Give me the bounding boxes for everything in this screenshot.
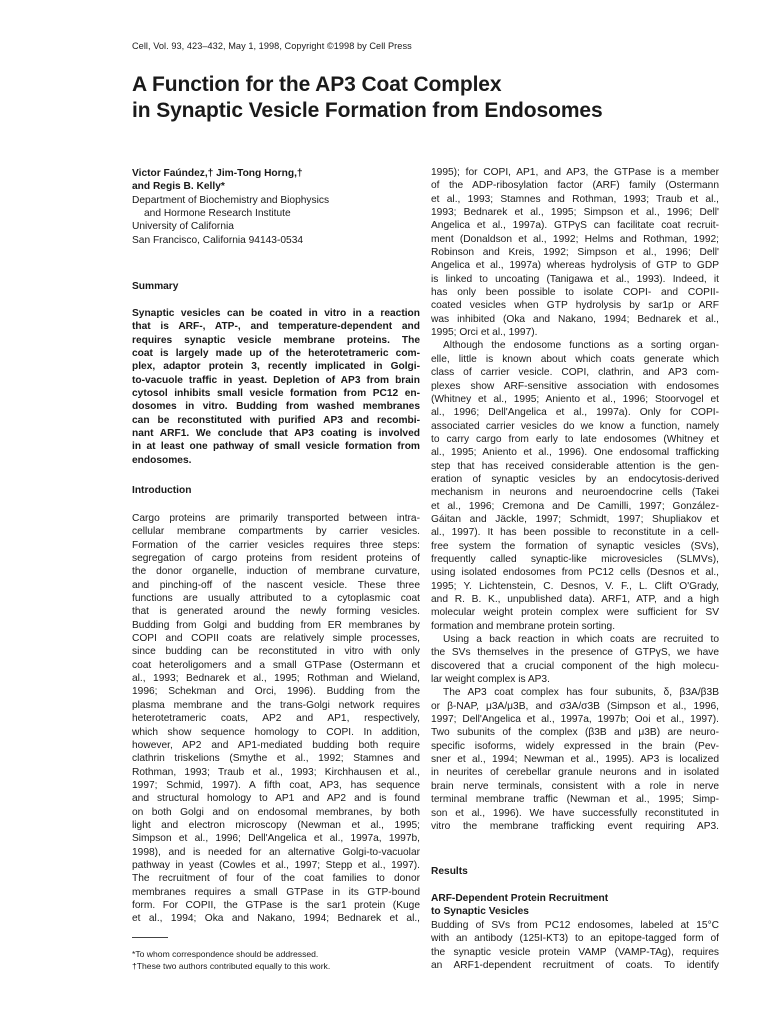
body-line: Two subunits of the complex (β3B and μ3B) are neuro- — [431, 727, 719, 739]
body-line: terminal membrane traffic (Newman et al., 1995; Simp- — [431, 794, 719, 806]
affiliation-line: San Francisco, California 94143-0534 — [132, 234, 304, 246]
intro-line: the donor organelle, induction of membrane curvature, — [132, 566, 420, 578]
summary-line: can be reconstituted with purified AP3 and recombi- — [132, 414, 420, 426]
intro-line: Simpson et al., 1996; Dell'Angelica et al., 1997a, 1997b, — [132, 833, 420, 845]
article-title — [132, 72, 652, 123]
introduction-text — [132, 512, 420, 926]
footnote-correspondence: *To whom correspondence should be addressed. — [132, 949, 319, 959]
body-line: formation and membrane protein sorting. — [431, 620, 616, 632]
body-line: associated carrier vesicles do we know a function, namely — [431, 420, 719, 432]
results-text — [431, 919, 719, 972]
intro-line: al., 1993; Bednarek et al., 1995; Rothman and Wieland, — [132, 673, 420, 685]
body-line: has only been possible to isolate COPI- and COPII- — [431, 287, 719, 299]
body-line: was inhibited (Oka and Nakano, 1994; Bednarek et al., — [431, 313, 719, 325]
body-line: 1995; Y. Lichtenstein, C. Desnos, V. F., L. Clift O'Grady, — [431, 580, 719, 592]
summary-line: endosomes. — [132, 454, 192, 466]
body-line: class of carrier vesicle. COPI, clathrin, and AP3 com- — [431, 367, 719, 379]
body-line: Gáitan and Jäckle, 1997; Schmidt, 1997; Shupliakov et — [431, 513, 719, 525]
body-line: specific isoforms, widely expressed in the brain (Pev- — [431, 740, 719, 752]
intro-line: however, AP2 and AP1-mediated budding both require — [132, 739, 420, 751]
body-line: Although the endosome functions as a sorting organ- — [443, 340, 719, 352]
summary-line: Synaptic vesicles can be coated in vitro in a reaction — [132, 308, 420, 319]
subsection-heading — [431, 892, 719, 919]
intro-line: Cargo proteins are primarily transported between intra- — [132, 513, 420, 524]
body-line: is linked to uncoating (Tanigawa et al., 1993). Indeed, it — [431, 273, 719, 285]
body-line: brain nerve terminals, consistent with a role in nerve — [431, 780, 719, 792]
body-line: sner et al., 1994; Newman et al., 1995). AP3 is localized — [431, 754, 719, 766]
intro-line: Budding from Golgi and budding from ER membranes by — [132, 619, 420, 631]
summary-line: coat is largely made up of the heterotetrameric com- — [132, 348, 420, 360]
author-names: and Regis B. Kelly* — [132, 181, 225, 193]
body-line: Robinson and Kreis, 1992; Simpson et al., 1996; Dell' — [431, 247, 719, 259]
intro-line: and pinching-off of the nascent vesicle. These three — [132, 579, 420, 591]
body-line: al., 1995; Aniento et al., 1996). One endosomal trafficking — [431, 447, 719, 459]
summary-line: to-vacuole traffic in yeast. Depletion of AP3 from brain — [132, 374, 420, 386]
body-line: 1995; Orci et al., 1997). — [431, 327, 538, 339]
intro-line: plasma membrane and the trans-Golgi network requires — [132, 699, 420, 711]
subsection-title-line: to Synaptic Vesicles — [431, 906, 529, 918]
author-block — [132, 167, 329, 247]
intro-line: Formation of the carrier vesicles requires three steps: — [132, 539, 420, 551]
intro-line: 1996; Schekman and Orci, 1996). Budding from the — [132, 686, 420, 698]
intro-line: segregation of cargo proteins from resident proteins of — [132, 553, 420, 565]
body-line: Angelica et al., 1997a). GTPγS can facilitate coat recruit- — [431, 220, 719, 232]
title-line: in Synaptic Vesicle Formation from Endosomes — [132, 98, 603, 122]
affiliation-line: and Hormone Research Institute — [144, 208, 291, 220]
body-line: molecular weight protein complex were sufficient for SV — [431, 607, 719, 619]
body-line: al., 1996; Dell'Angelica et al., 1997a). Only for COPI- — [431, 407, 719, 419]
journal-citation: Cell, Vol. 93, 423–432, May 1, 1998, Copyright ©1998 by Cell Press — [132, 41, 412, 51]
body-line: al., 1997). It has been possible to reconstitute in a cell- — [431, 527, 719, 539]
intro-line: light and electron microscopy (Newman et al., 1995; — [132, 819, 420, 831]
summary-line: that is ARF-, ATP-, and temperature-dependent and — [132, 321, 420, 333]
author-names: Victor Faúndez,† Jim-Tong Horng,† — [132, 168, 303, 179]
body-line: ment (Donaldson et al., 1992; Helms and Rothman, 1992; — [431, 233, 719, 245]
intro-line: that is generated around the newly forming vesicles. — [132, 606, 420, 618]
results-line: an ARF1-dependent recruitment of coats. To identify — [431, 960, 719, 972]
body-line: Angelica et al., 1997a) whereas hydrolysis of GTP to GDP — [431, 260, 719, 272]
results-line: with an antibody (125I-KT3) to an epitope-tagged form of — [431, 933, 719, 945]
body-line: the SVs themselves in the presence of GTPγS, we have — [431, 647, 719, 659]
summary-line: requires synaptic vesicle membrane proteins. The — [132, 334, 420, 346]
body-line: or β-NAP, μ3A/μ3B, and σ3A/σ3B (Simpson et al., 1996, — [431, 700, 719, 712]
body-line: in neurites of cerebellar granule neurons and in isolated — [431, 767, 719, 779]
summary-line: in at least one pathway of small vesicle formation from — [132, 441, 420, 453]
body-line: et al., 1996; Cremona and De Camilli, 1997; González- — [431, 500, 719, 512]
title-line: A Function for the AP3 Coat Complex — [132, 73, 502, 96]
footnote-rule — [132, 937, 168, 938]
summary-line: dosomes in vitro. Budding from washed membranes — [132, 401, 420, 413]
body-line: free system the formation of synaptic vesicles (SVs), — [431, 540, 719, 552]
body-line: using isolated endosomes from PC12 cells (Desnos et al., — [431, 567, 719, 579]
summary-line: plex, adaptor protein 3, recently implicated in Golgi- — [132, 361, 420, 373]
body-line: elle, little is known about which coats generate which — [431, 353, 719, 365]
results-heading: Results — [431, 866, 468, 877]
body-line: 1993; Bednarek et al., 1995; Simpson et al., 1996; Dell' — [431, 207, 719, 219]
intro-line: on both Golgi and on endosomal membranes, by both — [132, 806, 420, 818]
body-line: lar weight complex is AP3. — [431, 674, 550, 686]
body-line: et al., 1993; Stamnes and Rothman, 1993; Traub et al., — [431, 193, 719, 205]
subsection-title-line: ARF-Dependent Protein Recruitment — [431, 893, 609, 904]
right-column-text — [431, 166, 719, 833]
intro-line: et al., 1994; Oka and Nakano, 1994; Bednarek et al., — [132, 913, 420, 925]
body-line: of the ADP-ribosylation factor (ARF) family (Ostermann — [431, 180, 719, 192]
summary-line: nant ARF1. We conclude that AP3 coating is involved — [132, 428, 420, 440]
summary-abstract — [132, 307, 420, 467]
intro-line: The recruitment of four of the coat families to donor — [132, 873, 420, 885]
intro-line: COPI and COPII coats are relatively simple processes, — [132, 633, 420, 645]
affiliation-line: University of California — [132, 221, 234, 233]
body-line: mechanism in neurons and neuroendocrine cells (Takei — [431, 487, 719, 499]
intro-line: heterotetrameric coats, AP2 and AP1, respectively, — [132, 713, 420, 725]
intro-line: cellular membrane compartments by carrier vesicles. — [132, 526, 420, 538]
body-line: and R. B. K., unpublished data). ARF1, ATP, and a high — [431, 594, 719, 605]
intro-line: and structural homology to AP1 and AP2 and is found — [132, 793, 420, 805]
body-line: step that has received considerable attention is the gen- — [431, 460, 719, 472]
summary-line: cytosol inhibits small vesicle formation from PC12 en- — [132, 388, 420, 400]
footnote-equal-contribution: †These two authors contributed equally to this work. — [132, 961, 331, 971]
body-line: plexes show ARF-sensitive association with endosomes — [431, 380, 719, 392]
intro-line: which show sequence homology to COPI. In addition, — [132, 726, 420, 738]
body-line: coated vesicles when GTP hydrolysis by sar1p or ARF — [431, 300, 719, 312]
body-line: The AP3 coat complex has four subunits, δ, β3A/β3B — [443, 687, 719, 699]
intro-line: Rothman, 1993; Traub et al., 1993; Kirchhausen et al., — [132, 766, 420, 778]
body-line: eration of synaptic vesicles by an endocytosis-derived — [431, 473, 719, 485]
body-line: Using a back reaction in which coats are recruited to — [443, 634, 719, 646]
intro-line: pathway in yeast (Cowles et al., 1997; Stepp et al., 1997). — [132, 859, 420, 871]
body-line: discovered that a crucial component of the high molecu- — [431, 660, 719, 672]
intro-line: 1998), and is needed for an alternative Golgi-to-vacuolar — [132, 846, 420, 858]
intro-line: form. For COPII, the GTPase is the sar1 protein (Kuge — [132, 899, 420, 911]
body-line: to carry cargo from early to late endosomes (Whitney et — [431, 433, 719, 445]
body-line: (Whitney et al., 1995; Aniento et al., 1996; Stoorvogel et — [431, 393, 719, 405]
affiliation-line: Department of Biochemistry and Biophysics — [132, 194, 330, 206]
body-line: vitro the membrane trafficking event requiring AP3. — [431, 820, 719, 832]
body-line: 1997; Dell'Angelica et al., 1997a, 1997b; Ooi et al., 1997). — [431, 714, 719, 726]
intro-line: coat heteroligomers and a small GTPase (Ostermann et — [132, 659, 420, 671]
intro-line: clathrin triskelions (Smythe et al., 1992; Stamnes and — [132, 753, 420, 765]
introduction-heading: Introduction — [132, 485, 192, 496]
body-line: son et al., 1996). We have successfully reconstituted in — [431, 807, 719, 819]
intro-line: 1997; Schmid, 1997). A fifth coat, AP3, has sequence — [132, 779, 420, 791]
intro-line: since budding can be reconstituted in vitro with only — [132, 646, 420, 658]
intro-line: functions are usually attributed to a cytoplasmic coat — [132, 593, 420, 605]
results-line: Budding of SVs from PC12 endosomes, labeled at 15°C — [431, 920, 719, 931]
body-line: 1995); for COPI, AP1, and AP3, the GTPase is a member — [431, 167, 719, 178]
results-line: the synaptic vesicle protein VAMP (VAMP-TAg), requires — [431, 946, 719, 958]
body-line: frequently called synaptic-like microvesicles (SLMVs), — [431, 553, 719, 565]
summary-heading: Summary — [132, 281, 179, 292]
intro-line: membranes requires a small GTPase in its GTP-bound — [132, 886, 420, 898]
